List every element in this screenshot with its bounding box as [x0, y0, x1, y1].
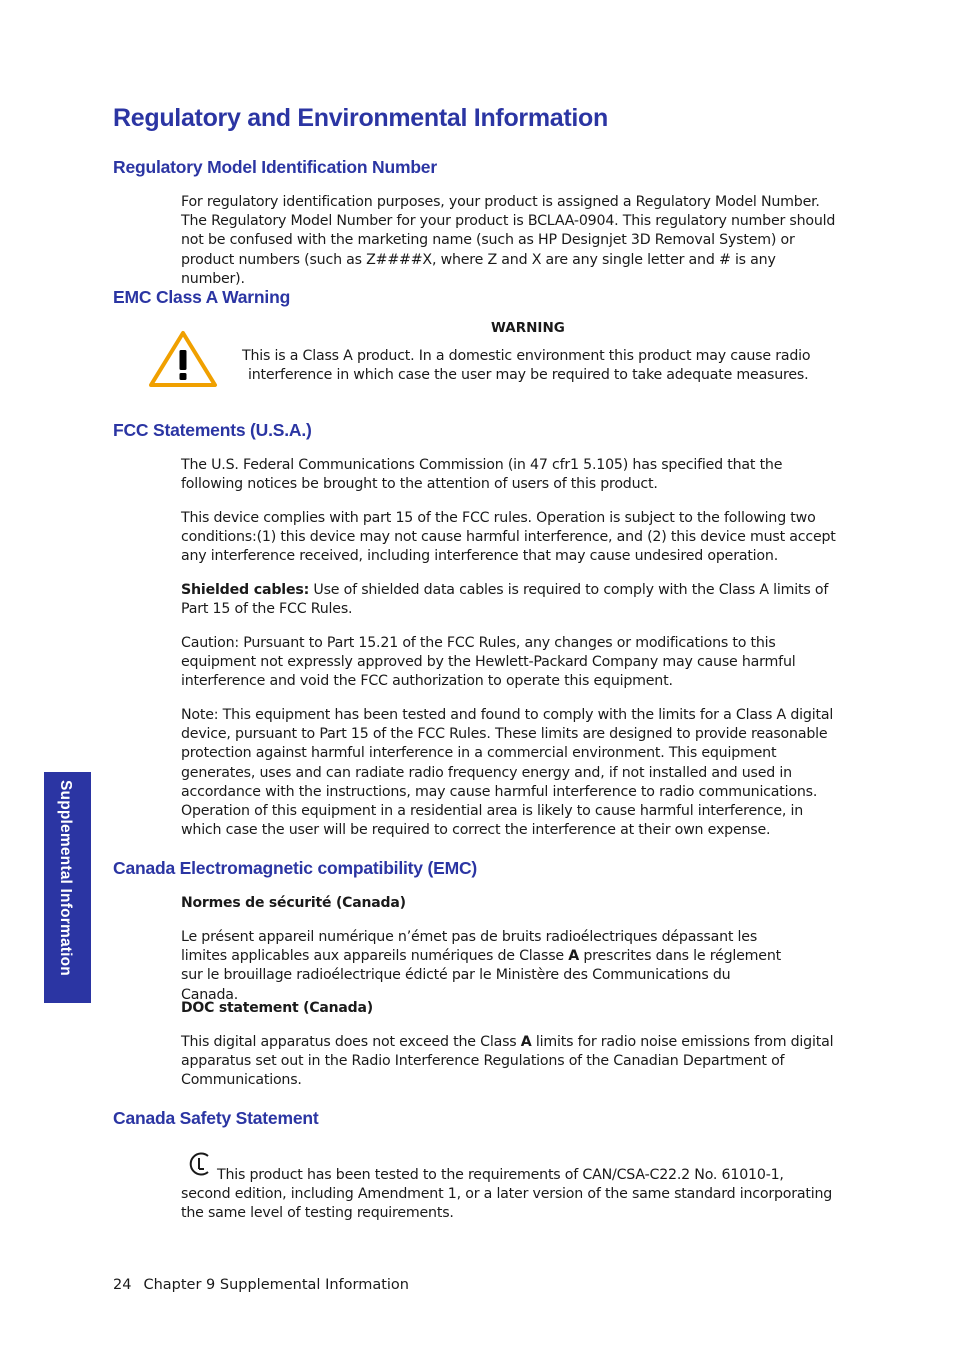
doc-text-part-1: This digital apparatus does not exceed the Class: [181, 1034, 521, 1050]
section-heading-fcc: FCC Statements (U.S.A.): [113, 420, 312, 440]
section-heading-rmin: Regulatory Model Identification Number: [113, 157, 437, 177]
warning-triangle-icon: [148, 330, 218, 388]
page-number: 24: [113, 1277, 132, 1293]
fcc-paragraph-1: The U.S. Federal Communications Commission (in 47 cfr1 5.105) has specified that the following notices be brought to the attention of users of this product.: [181, 457, 783, 493]
fcc-paragraph-caution: Caution: Pursuant to Part 15.21 of the FCC Rules, any changes or modifications to this equipment not expressly approved by the Hewlett-Packard Company may cause harmful interference and void the FCC authorization to operate this equipment.: [181, 635, 796, 690]
canada-safety-paragraph: This product has been tested to the requirements of CAN/CSA-C22.2 No. 61010-1, second edition, including Amendment 1, or a later version of the same standard incorporating the same level of testing requirements.: [181, 1167, 833, 1222]
section-heading-canada-emc: Canada Electromagnetic compatibility (EMC): [113, 858, 478, 878]
page-footer: [113, 1277, 409, 1293]
side-chapter-tab: [44, 772, 91, 1003]
side-chapter-tab-label: Supplemental Information: [57, 780, 74, 976]
french-text-part-1: Le présent appareil numérique n’émet pas de bruits radioélectriques dépassant les limites applicables aux appareils numériques de Classe: [181, 929, 758, 965]
fcc-paragraph-shielded-cables: [181, 581, 837, 619]
fcc-paragraph-note: Note: This equipment has been tested and found to comply with the limits for a Class A digital device, pursuant to Part 15 of the FCC Rules. These limits are designed to provide reasonable protection against harmful interference in a commercial environment. This equipment generates, uses and can radiate radio frequency energy and, if not installed and used in accordance with the instructions, may cause harmful interference to radio communications. Operation of this equipment in a residential area is likely to cause harmful interference, in which case the user will be required to correct the interference at their own expense.: [181, 707, 834, 839]
fcc-paragraph-2: This device complies with part 15 of the FCC rules. Operation is subject to the following two conditions:(1) this device may not cause harmful interference, and (2) this device must accept any interference received, including interference that may cause undesired operation.: [181, 510, 836, 565]
french-class-letter: A: [568, 948, 580, 965]
warning-text-line-2: interference in which case the user may be required to take adequate measures.: [248, 367, 809, 383]
section-heading-emc-warning: EMC Class A Warning: [113, 287, 291, 307]
canada-emc-doc-paragraph: [181, 1033, 837, 1091]
warning-text-line-1: This is a Class A product. In a domestic environment this product may cause radio: [242, 348, 811, 364]
rmin-paragraph: For regulatory identification purposes, your product is assigned a Regulatory Model Number. The Regulatory Model Number for your product is BCLAA-0904. This regulatory number should not be confused with the marketing name (such as HP Designjet 3D Removal System) or product numbers (such as Z####X, where Z and X are any single letter and # is any number).: [181, 194, 836, 287]
doc-class-letter: A: [520, 1034, 532, 1050]
page-title: Regulatory and Environmental Information: [113, 104, 608, 132]
footer-chapter: Chapter 9 Supplemental Information: [143, 1277, 409, 1293]
canada-emc-subheading-french: Normes de sécurité (Canada): [181, 895, 406, 911]
shielded-cables-text: Use of shielded data cables is required to comply with the Class A limits of Part 15 of the FCC Rules.: [181, 582, 829, 618]
warning-label: WARNING: [491, 320, 565, 336]
canada-emc-french-paragraph: [181, 928, 781, 1005]
section-heading-canada-safety: Canada Safety Statement: [113, 1108, 319, 1128]
doc-text-part-2: limits for radio noise emissions from digital apparatus set out in the Radio Interference Regulations of the Canadian Department of Communications.: [181, 1034, 834, 1089]
french-text-part-2: prescrites dans le réglement sur le brouillage radioélectrique édicté par le Ministère des Communications du Canada.: [181, 948, 781, 1003]
shielded-cables-label: Shielded cables:: [181, 582, 310, 598]
canada-emc-subheading-doc: DOC statement (Canada): [181, 1000, 373, 1016]
